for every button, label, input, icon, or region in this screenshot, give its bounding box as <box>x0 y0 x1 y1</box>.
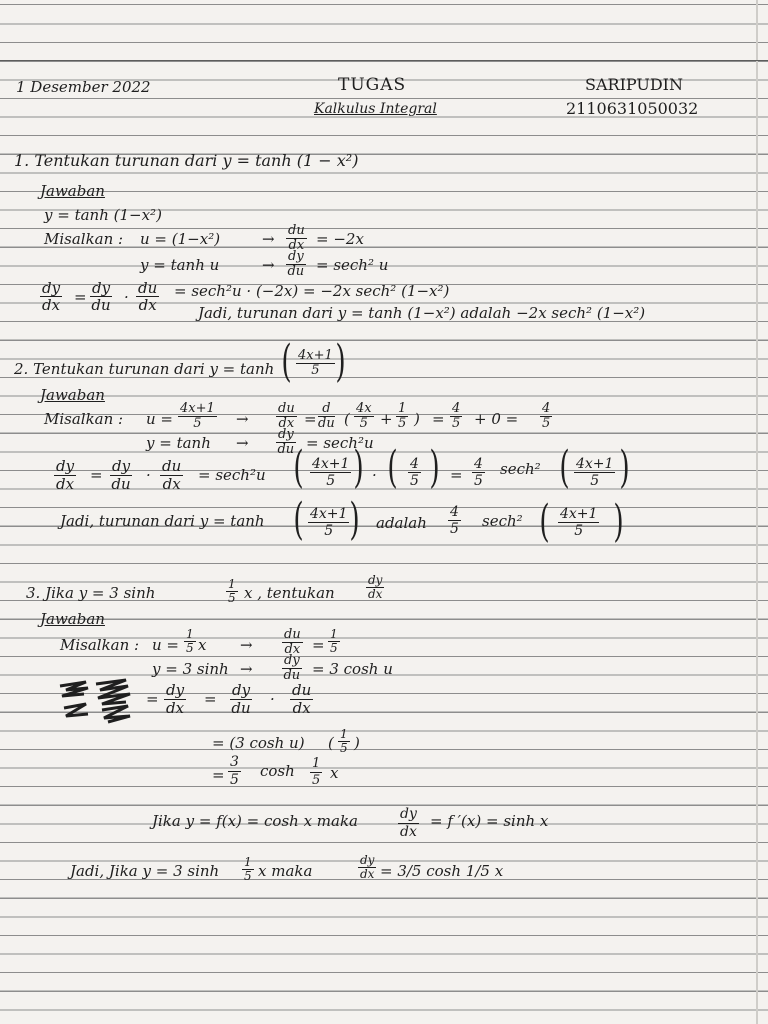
p2-k-frac1: $\frac{4x+1}{5}$ <box>310 506 348 539</box>
p3-chain-eq: = <box>204 690 217 708</box>
p1-conclusion: Jadi, turunan dari y = tanh (1−x²) adalah −2x sech² (1−x²) <box>198 304 646 322</box>
p2-c-frac4: $\frac{4x+1}{5}$ <box>576 456 614 489</box>
p2-jawaban: Jawaban <box>40 386 105 404</box>
p3-sub-u: u = <box>152 636 179 654</box>
p3-jawaban: Jawaban <box>40 610 105 628</box>
p3-dy-du: $\frac{dy}{du}$ <box>283 653 301 683</box>
p2-q-frac: $\frac{4x+1}{5}$ <box>298 348 333 378</box>
p3-k-suffix: = 3/5 cosh 1/5 x <box>380 862 504 880</box>
p2-k-paren1-open: ( <box>293 494 304 545</box>
crossed-out-scribble <box>56 676 152 724</box>
p2-plus: + <box>380 410 393 428</box>
p3-step3-x: x <box>330 764 339 782</box>
p3-u-frac: $\frac{1}{5}$ <box>186 627 194 655</box>
top-rule <box>0 60 768 61</box>
p2-chain-dudx: $\frac{du}{dx}$ <box>162 457 182 493</box>
p2-c-sech: sech² <box>500 460 541 478</box>
p2-d-du: $\frac{d}{du}$ <box>318 401 335 431</box>
p2-c-paren1-open: ( <box>293 442 304 493</box>
p1-chain-dydu: $\frac{dy}{du}$ <box>91 279 111 314</box>
p1-chain-result: = sech²u · (−2x) = −2x sech² (1−x²) <box>174 282 450 300</box>
p2-c-paren2-close: ) <box>429 442 440 493</box>
p3-step2-paren-open: ( <box>328 734 334 752</box>
p2-eq1: = <box>304 410 317 428</box>
p2-c-paren3-close: ) <box>619 442 630 493</box>
p2-chain-eq-sech: = sech²u <box>198 466 266 484</box>
p1-chain-dydx: $\frac{dy}{dx}$ <box>42 279 61 314</box>
p3-eq1: = <box>312 636 325 654</box>
page-edge <box>756 0 758 1024</box>
p2-paren-close: ) <box>414 410 420 428</box>
p1-chain-dot: · <box>124 288 129 306</box>
p3-u-x: x <box>198 636 207 654</box>
p2-q-paren-close: ) <box>335 336 346 387</box>
p3-chain-dydx: $\frac{dy}{dx}$ <box>166 681 185 717</box>
p2-k-adalah: adalah <box>376 514 427 532</box>
p1-line1: y = tanh (1−x²) <box>44 206 162 224</box>
p2-c-frac2: $\frac{4}{5}$ <box>410 456 419 489</box>
p2-sub-u: u = <box>146 410 173 428</box>
p2-q-paren-open: ( <box>281 336 292 387</box>
p2-frac-45b: $\frac{4}{5}$ <box>542 401 551 431</box>
p3-step2-frac: $\frac{1}{5}$ <box>340 727 348 755</box>
p2-sub-y: y = tanh <box>146 434 211 452</box>
p2-du-dx: $\frac{du}{dx}$ <box>278 401 295 431</box>
p3-chain-dudx: $\frac{du}{dx}$ <box>292 681 312 717</box>
p3-step2: = (3 cosh u) <box>212 734 305 752</box>
p2-question: 2. Tentukan turunan dari y = tanh <box>14 360 275 378</box>
p2-c-paren2-open: ( <box>387 442 398 493</box>
p3-eq-lead: = <box>146 690 159 708</box>
p2-dy-du: $\frac{dy}{du}$ <box>277 427 295 457</box>
p2-c-dot: · <box>372 466 377 484</box>
header-title: TUGAS <box>338 75 407 95</box>
p1-arrow1: → <box>262 230 275 248</box>
p2-frac-45a: $\frac{4}{5}$ <box>452 401 461 431</box>
p3-chain-dot: · <box>270 690 275 708</box>
p3-misalkan: Misalkan : <box>60 636 140 654</box>
p2-arrow2: → <box>236 434 249 452</box>
p3-k-dydx: $\frac{dy}{dx}$ <box>360 853 375 881</box>
p1-misalkan: Misalkan : <box>44 230 124 248</box>
p2-chain-eq: = <box>90 466 103 484</box>
p2-chain-dydu: $\frac{dy}{du}$ <box>111 457 131 493</box>
p2-k-frac2: $\frac{4}{5}$ <box>450 504 459 537</box>
p2-frac-4x5: $\frac{4x}{5}$ <box>356 401 372 431</box>
p3-step2-paren-close: ) <box>354 734 360 752</box>
p2-chain-dydx: $\frac{dy}{dx}$ <box>56 457 75 493</box>
p3-note-frac: $\frac{dy}{dx}$ <box>400 806 417 840</box>
p3-step3-frac2: $\frac{1}{5}$ <box>312 756 321 788</box>
p2-dy-result: = sech²u <box>306 434 374 452</box>
header-date: 1 Desember 2022 <box>16 78 151 96</box>
p2-c-paren1-close: ) <box>353 442 364 493</box>
p1-chain-eq: = <box>74 288 87 306</box>
p2-k-sech: sech² <box>482 512 523 530</box>
p3-chain-dydu: $\frac{dy}{du}$ <box>231 681 251 717</box>
p3-arrow2: → <box>240 660 253 678</box>
header-subtitle: Kalkulus Integral <box>314 101 437 117</box>
p3-du-frac: $\frac{1}{5}$ <box>330 627 338 655</box>
p2-eq2: = <box>432 410 445 428</box>
p1-arrow2: → <box>262 256 275 274</box>
p1-jawaban: Jawaban <box>40 182 105 200</box>
p3-q-frac: $\frac{1}{5}$ <box>228 577 236 605</box>
p1-dy-result: = sech² u <box>316 256 389 274</box>
p3-note-suffix: = f ′(x) = sinh x <box>430 812 549 830</box>
p3-arrow1: → <box>240 636 253 654</box>
p2-conclusion: Jadi, turunan dari y = tanh <box>60 512 265 530</box>
p2-c-frac3: $\frac{4}{5}$ <box>474 456 483 489</box>
p1-question: 1. Tentukan turunan dari y = tanh (1 − x²) <box>14 151 359 170</box>
p3-note: Jika y = f(x) = cosh x maka <box>152 812 358 830</box>
p3-du-dx: $\frac{du}{dx}$ <box>284 627 301 657</box>
p2-paren-open: ( <box>344 410 350 428</box>
p1-dy-du: $\frac{dy}{du}$ <box>287 249 305 279</box>
p1-du-result: = −2x <box>316 230 364 248</box>
p1-sub-y: y = tanh u <box>140 256 220 274</box>
p3-q-dydx: $\frac{dy}{dx}$ <box>368 573 383 601</box>
p2-k-frac3: $\frac{4x+1}{5}$ <box>560 506 598 539</box>
p2-c-frac1: $\frac{4x+1}{5}$ <box>312 456 350 489</box>
p1-du-dx: $\frac{du}{dx}$ <box>288 223 305 253</box>
p2-c-paren3-open: ( <box>559 442 570 493</box>
p3-k-frac: $\frac{1}{5}$ <box>244 855 252 883</box>
p3-k-mid: x maka <box>258 862 313 880</box>
header-name: SARIPUDIN <box>585 75 683 94</box>
p3-step3-frac: $\frac{3}{5}$ <box>230 754 239 788</box>
p2-c-eq: = <box>450 466 463 484</box>
p2-k-paren2-close: ) <box>613 496 624 547</box>
p2-chain-dot: · <box>146 466 151 484</box>
header-student-id: 2110631050032 <box>566 99 699 118</box>
p3-question: 3. Jika y = 3 sinh <box>26 584 156 602</box>
p1-chain-dudx: $\frac{du}{dx}$ <box>138 279 158 314</box>
p3-step3-eq: = <box>212 766 225 784</box>
p2-arrow1: → <box>236 410 249 428</box>
p2-k-paren2-open: ( <box>539 496 550 547</box>
p3-question-mid: x , tentukan <box>244 584 335 602</box>
p1-sub-u: u = (1−x²) <box>140 230 221 248</box>
p3-conclusion: Jadi, Jika y = 3 sinh <box>70 862 220 880</box>
p2-u-frac: $\frac{4x+1}{5}$ <box>180 401 215 431</box>
p2-misalkan: Misalkan : <box>44 410 124 428</box>
p3-sub-y: y = 3 sinh <box>152 660 229 678</box>
p2-k-paren1-close: ) <box>349 494 360 545</box>
p3-step3-cosh: cosh <box>260 762 295 780</box>
p2-frac-15: $\frac{1}{5}$ <box>398 401 407 431</box>
p2-plus0: + 0 = <box>474 410 519 428</box>
p3-dy-result: = 3 cosh u <box>312 660 393 678</box>
